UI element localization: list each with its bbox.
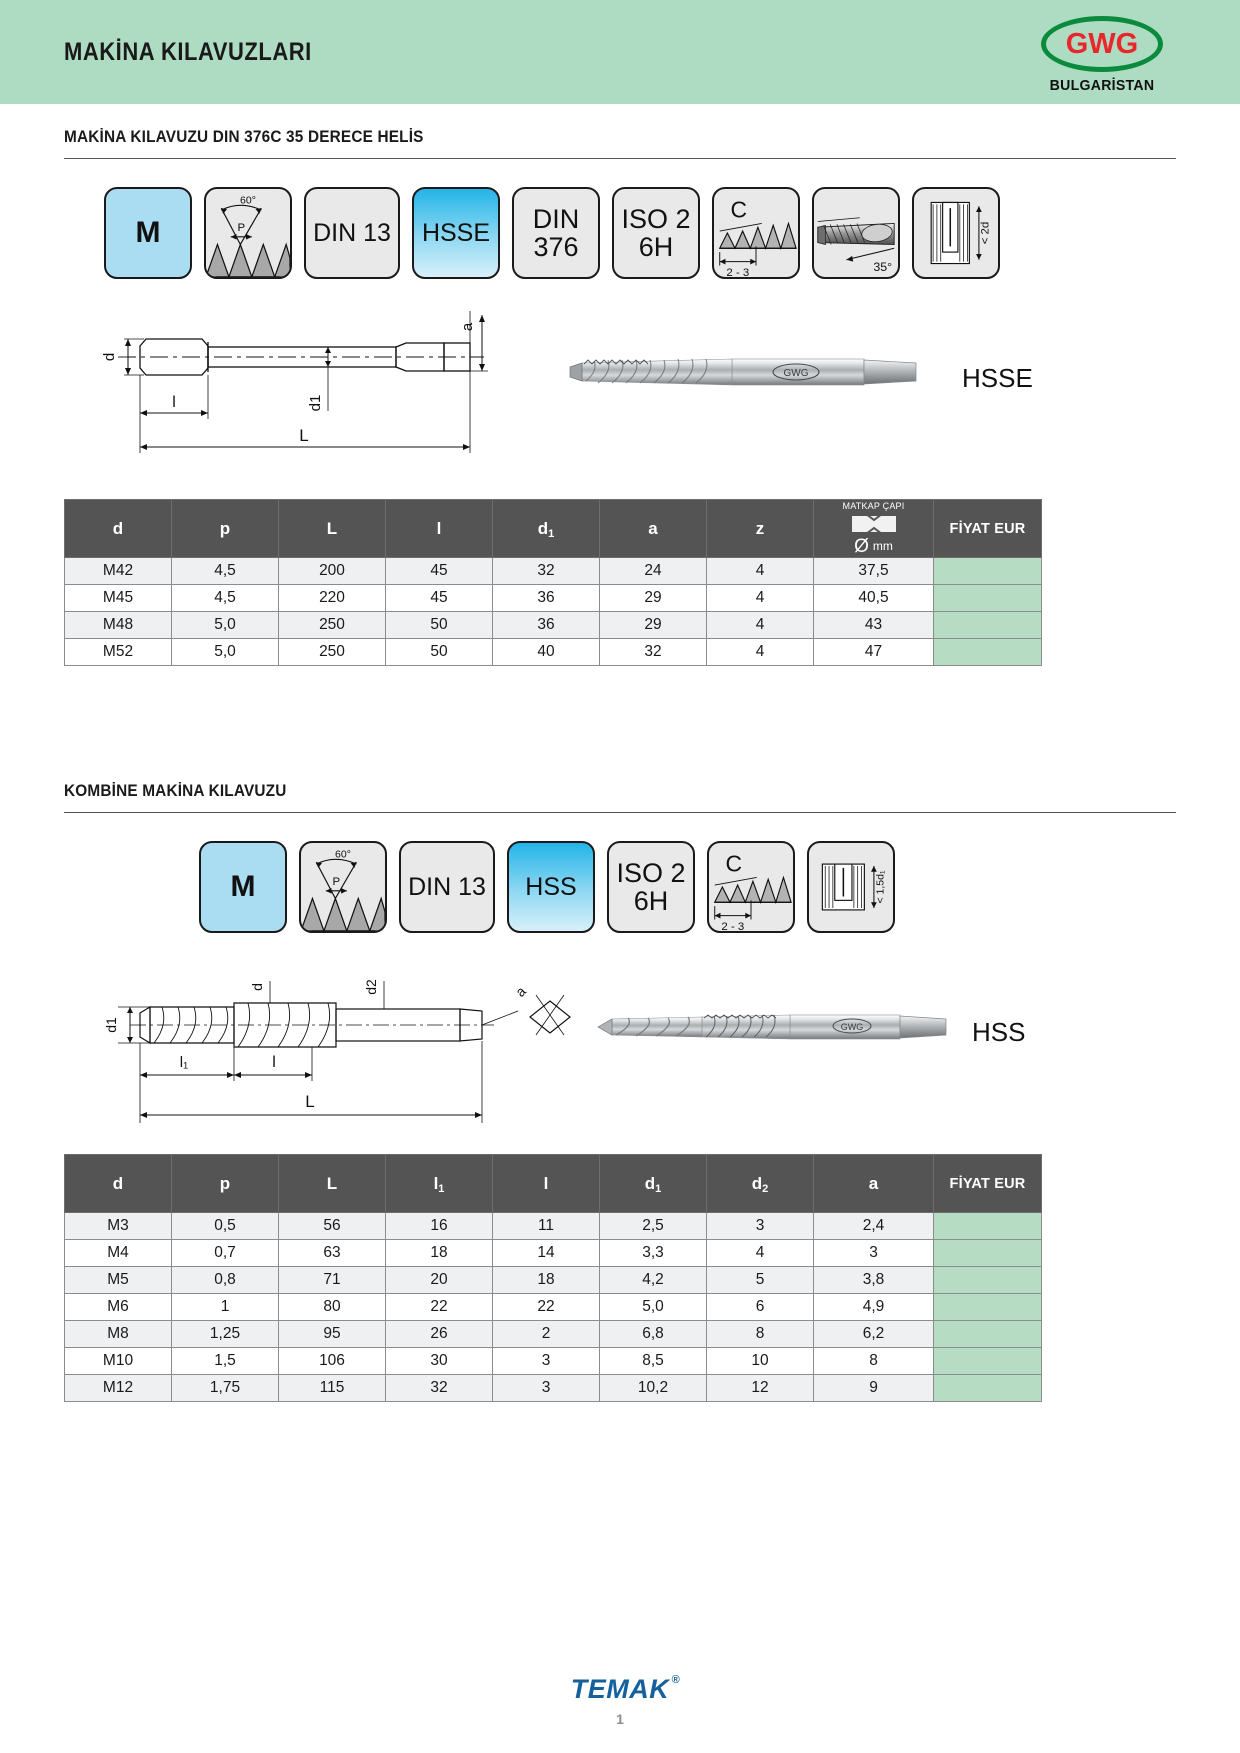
table-row (65, 1348, 1042, 1375)
cell-price[interactable] (934, 1240, 1042, 1267)
drill-unit: mm (872, 539, 893, 553)
svg-text:GWG: GWG (840, 1022, 864, 1032)
col2-l1: $l_1$ (386, 1155, 493, 1213)
cell-l: 3 (493, 1348, 600, 1375)
col-d1: $d_1$ (493, 500, 600, 558)
cell-d1: 2,5 (600, 1213, 707, 1240)
cell-d: M10 (65, 1348, 172, 1375)
icon-din13-label: DIN 13 (313, 218, 391, 247)
icon-hole-depth-2d[interactable] (912, 187, 1000, 279)
col2-d: d (65, 1155, 172, 1213)
cell-drill: 43 (814, 612, 934, 639)
thread-profile-icon-2 (301, 843, 385, 931)
cell-a: 3 (814, 1240, 934, 1267)
svg-text:C: C (725, 850, 743, 877)
table-row (65, 558, 1042, 585)
icon-din376-line1: DIN (532, 203, 580, 234)
section-2-drawing-area (64, 955, 1176, 1140)
icon-tolerance-iso2-6h-2[interactable] (607, 841, 695, 933)
cell-price[interactable] (934, 639, 1042, 666)
cell-price[interactable] (934, 1348, 1042, 1375)
cell-L: 56 (279, 1213, 386, 1240)
icon-material-hsse[interactable] (412, 187, 500, 279)
table-row (65, 1267, 1042, 1294)
temak-logo (570, 1674, 681, 1705)
icon-thread-profile-2[interactable] (299, 841, 387, 933)
icon-tolerance-iso2-6h[interactable] (612, 187, 700, 279)
cell-price[interactable] (934, 558, 1042, 585)
cell-d1: 36 (493, 612, 600, 639)
icon-thread-type-m[interactable] (104, 187, 192, 279)
cell-d1: 36 (493, 585, 600, 612)
cell-d2: 5 (707, 1267, 814, 1294)
section-1-icon-row (64, 187, 1176, 279)
icon-hole-depth-15d[interactable] (807, 841, 895, 933)
col2-d1: $d_1$ (600, 1155, 707, 1213)
cell-l: 11 (493, 1213, 600, 1240)
combi-tap-technical-drawing (84, 955, 624, 1140)
hole-depth-icon (914, 189, 998, 277)
cell-l1: 16 (386, 1213, 493, 1240)
icon-material-hss[interactable] (507, 841, 595, 933)
cell-l: 18 (493, 1267, 600, 1294)
table-2-body (65, 1213, 1042, 1402)
cell-z: 4 (707, 639, 814, 666)
col-price: FİYAT EUR (934, 500, 1042, 558)
cell-d1: 3,3 (600, 1240, 707, 1267)
icon-standard-din376[interactable] (512, 187, 600, 279)
cell-l1: 26 (386, 1321, 493, 1348)
cell-p: 1,5 (172, 1348, 279, 1375)
col-p: p (172, 500, 279, 558)
section-2-divider (64, 812, 1176, 813)
svg-text:C: C (730, 196, 748, 223)
cell-l1: 18 (386, 1240, 493, 1267)
icon-hsse-label: HSSE (421, 218, 491, 247)
cell-drill: 47 (814, 639, 934, 666)
cell-L: 250 (279, 612, 386, 639)
svg-text:35°: 35° (873, 260, 893, 275)
svg-text:60°: 60° (240, 194, 256, 207)
cell-d: M52 (65, 639, 172, 666)
cell-p: 4,5 (172, 585, 279, 612)
svg-text:d1: d1 (307, 394, 324, 412)
section-2-material-label: HSS (972, 1017, 1026, 1047)
cell-z: 4 (707, 612, 814, 639)
tap-technical-drawing (84, 301, 554, 471)
col-z: z (707, 500, 814, 558)
thread-profile-icon (206, 189, 290, 277)
cell-d1: 6,8 (600, 1321, 707, 1348)
cell-price[interactable] (934, 1267, 1042, 1294)
cell-l: 50 (386, 639, 493, 666)
cell-L: 220 (279, 585, 386, 612)
icon-chamfer-form-c[interactable] (712, 187, 800, 279)
cell-d1: 32 (493, 558, 600, 585)
cell-drill: 37,5 (814, 558, 934, 585)
icon-thread-type-m-2[interactable] (199, 841, 287, 933)
svg-text:d2: d2 (363, 979, 379, 995)
cell-L: 63 (279, 1240, 386, 1267)
svg-text:GWG: GWG (783, 368, 809, 379)
table-1-body (65, 558, 1042, 666)
cell-d: M45 (65, 585, 172, 612)
cell-d: M3 (65, 1213, 172, 1240)
table-kombine (64, 1154, 1042, 1402)
cell-L: 250 (279, 639, 386, 666)
cell-l1: 20 (386, 1267, 493, 1294)
svg-text:L: L (299, 426, 309, 445)
gwg-logo (1022, 16, 1182, 94)
svg-text:2 - 3: 2 - 3 (721, 920, 745, 931)
svg-text:2 - 3: 2 - 3 (726, 266, 750, 277)
col-L: L (279, 500, 386, 558)
cell-L: 95 (279, 1321, 386, 1348)
section-1-material-label: HSSE (962, 363, 1033, 393)
col-drill-diameter (814, 500, 934, 558)
icon-helix-angle-35[interactable] (812, 187, 900, 279)
cell-d2: 12 (707, 1375, 814, 1402)
cell-L: 80 (279, 1294, 386, 1321)
svg-text:60°: 60° (335, 848, 351, 861)
icon-standard-din13-2[interactable] (399, 841, 495, 933)
cell-d: M12 (65, 1375, 172, 1402)
cell-a: 32 (600, 639, 707, 666)
svg-text:L: L (305, 1092, 315, 1111)
col2-price: FİYAT EUR (934, 1155, 1042, 1213)
cell-p: 0,5 (172, 1213, 279, 1240)
icon-iso-line2: 6H (638, 232, 674, 262)
icon-iso-label-2 (616, 859, 685, 916)
cell-l: 2 (493, 1321, 600, 1348)
cell-p: 0,8 (172, 1267, 279, 1294)
icon-thread-profile[interactable] (204, 187, 292, 279)
table-row (65, 585, 1042, 612)
svg-text:d: d (101, 352, 118, 362)
cell-a: 2,4 (814, 1213, 934, 1240)
cell-d1: 40 (493, 639, 600, 666)
page-body (0, 104, 1240, 1402)
logo-brand-text: GWG (1065, 27, 1139, 60)
cell-p: 0,7 (172, 1240, 279, 1267)
table-1-header-row (65, 500, 1042, 558)
cell-z: 4 (707, 585, 814, 612)
drill-symbol: Ø (854, 535, 869, 557)
temak-brand-text: TEMAK (570, 1674, 670, 1704)
icon-standard-din13[interactable] (304, 187, 400, 279)
section-1-drawing-area (64, 301, 1176, 471)
logo-ellipse-icon (1041, 16, 1163, 72)
helix-tap-icon (814, 189, 898, 277)
cell-a: 3,8 (814, 1267, 934, 1294)
cell-d: M8 (65, 1321, 172, 1348)
cell-a: 29 (600, 612, 707, 639)
cell-d: M5 (65, 1267, 172, 1294)
table-row (65, 1240, 1042, 1267)
cell-d2: 3 (707, 1213, 814, 1240)
cell-p: 1 (172, 1294, 279, 1321)
cell-d2: 6 (707, 1294, 814, 1321)
svg-text:a: a (459, 322, 476, 332)
cell-a: 24 (600, 558, 707, 585)
cell-L: 71 (279, 1267, 386, 1294)
icon-iso-label (621, 205, 690, 262)
section-kombine (64, 758, 1176, 1402)
cell-d1: 4,2 (600, 1267, 707, 1294)
section-2-icon-row (64, 841, 1176, 933)
cell-l: 22 (493, 1294, 600, 1321)
svg-text:< 1,5d₁: < 1,5d₁ (874, 870, 887, 904)
chamfer-form-icon (714, 189, 798, 277)
section-1-title: MAKİNA KILAVUZU DIN 376C 35 DERECE HELİS (64, 128, 424, 146)
page-title: MAKİNA KILAVUZLARI (64, 37, 312, 66)
cell-a: 8 (814, 1348, 934, 1375)
page-footer (0, 1674, 1240, 1727)
section-din376c (64, 104, 1176, 666)
col-d: d (65, 500, 172, 558)
icon-iso-line2-2: 6H (633, 886, 669, 916)
cell-price[interactable] (934, 1294, 1042, 1321)
drill-caption: MATKAP ÇAPI (842, 500, 905, 511)
table-row (65, 1375, 1042, 1402)
cell-l1: 30 (386, 1348, 493, 1375)
cell-p: 5,0 (172, 612, 279, 639)
icon-iso-line1: ISO 2 (621, 203, 691, 234)
icon-din13-label-2: DIN 13 (408, 872, 486, 901)
cell-d: M4 (65, 1240, 172, 1267)
cell-price[interactable] (934, 612, 1042, 639)
col2-d2: $d_2$ (707, 1155, 814, 1213)
table-2-header-row (65, 1155, 1042, 1213)
svg-text:l₁: l₁ (179, 1054, 189, 1071)
cell-d2: 8 (707, 1321, 814, 1348)
cell-L: 200 (279, 558, 386, 585)
cell-price[interactable] (934, 585, 1042, 612)
table-row (65, 612, 1042, 639)
section-2-title: KOMBİNE MAKİNA KILAVUZU (64, 782, 287, 800)
cell-p: 5,0 (172, 639, 279, 666)
cell-a: 9 (814, 1375, 934, 1402)
logo-country-text: BULGARİSTAN (1049, 77, 1155, 94)
cell-a: 6,2 (814, 1321, 934, 1348)
hole-depth-icon-2 (809, 843, 893, 931)
chamfer-form-icon-2 (709, 843, 793, 931)
col2-L: L (279, 1155, 386, 1213)
cell-drill: 40,5 (814, 585, 934, 612)
cell-l: 45 (386, 585, 493, 612)
svg-text:d1: d1 (103, 1017, 119, 1033)
cell-d1: 5,0 (600, 1294, 707, 1321)
col2-a: a (814, 1155, 934, 1213)
icon-din376-line2: 376 (533, 232, 579, 262)
cell-p: 1,75 (172, 1375, 279, 1402)
icon-thread-type-label-2: M (230, 870, 256, 904)
table-row (65, 1213, 1042, 1240)
cell-d1: 8,5 (600, 1348, 707, 1375)
cell-l: 45 (386, 558, 493, 585)
col-a: a (600, 500, 707, 558)
svg-text:l: l (272, 1054, 276, 1071)
tap-product-photo (564, 323, 944, 433)
cell-l: 3 (493, 1375, 600, 1402)
icon-din376-label (533, 205, 580, 262)
table-row (65, 1321, 1042, 1348)
cell-d1: 10,2 (600, 1375, 707, 1402)
icon-iso-line1-2: ISO 2 (616, 857, 686, 888)
cell-z: 4 (707, 558, 814, 585)
cell-d: M6 (65, 1294, 172, 1321)
cell-l: 14 (493, 1240, 600, 1267)
svg-text:P: P (237, 222, 246, 235)
cell-p: 1,25 (172, 1321, 279, 1348)
drill-hole-icon (848, 512, 900, 536)
icon-hss-label: HSS (525, 872, 577, 901)
icon-thread-type-label: M (135, 216, 161, 250)
combi-tap-product-photo (594, 977, 974, 1087)
svg-text:d: d (249, 983, 265, 991)
page-number: 1 (616, 1711, 624, 1727)
cell-d: M48 (65, 612, 172, 639)
table-din376c (64, 499, 1042, 666)
cell-a: 4,9 (814, 1294, 934, 1321)
page-header (0, 0, 1240, 104)
cell-price[interactable] (934, 1375, 1042, 1402)
cell-l1: 32 (386, 1375, 493, 1402)
svg-text:< 2d: < 2d (979, 221, 992, 245)
svg-text:P: P (332, 876, 341, 889)
icon-chamfer-form-c-2[interactable] (707, 841, 795, 933)
col-l: l (386, 500, 493, 558)
cell-d: M42 (65, 558, 172, 585)
cell-l: 50 (386, 612, 493, 639)
cell-a: 29 (600, 585, 707, 612)
col2-p: p (172, 1155, 279, 1213)
cell-d2: 10 (707, 1348, 814, 1375)
cell-d2: 4 (707, 1240, 814, 1267)
cell-p: 4,5 (172, 558, 279, 585)
svg-text:l: l (172, 394, 176, 411)
table-row (65, 1294, 1042, 1321)
section-1-divider (64, 158, 1176, 159)
cell-L: 115 (279, 1375, 386, 1402)
registered-mark: ® (671, 1674, 681, 1686)
col2-l: l (493, 1155, 600, 1213)
cell-l1: 22 (386, 1294, 493, 1321)
svg-text:a: a (512, 983, 529, 1000)
cell-price[interactable] (934, 1213, 1042, 1240)
cell-price[interactable] (934, 1321, 1042, 1348)
table-row (65, 639, 1042, 666)
cell-L: 106 (279, 1348, 386, 1375)
